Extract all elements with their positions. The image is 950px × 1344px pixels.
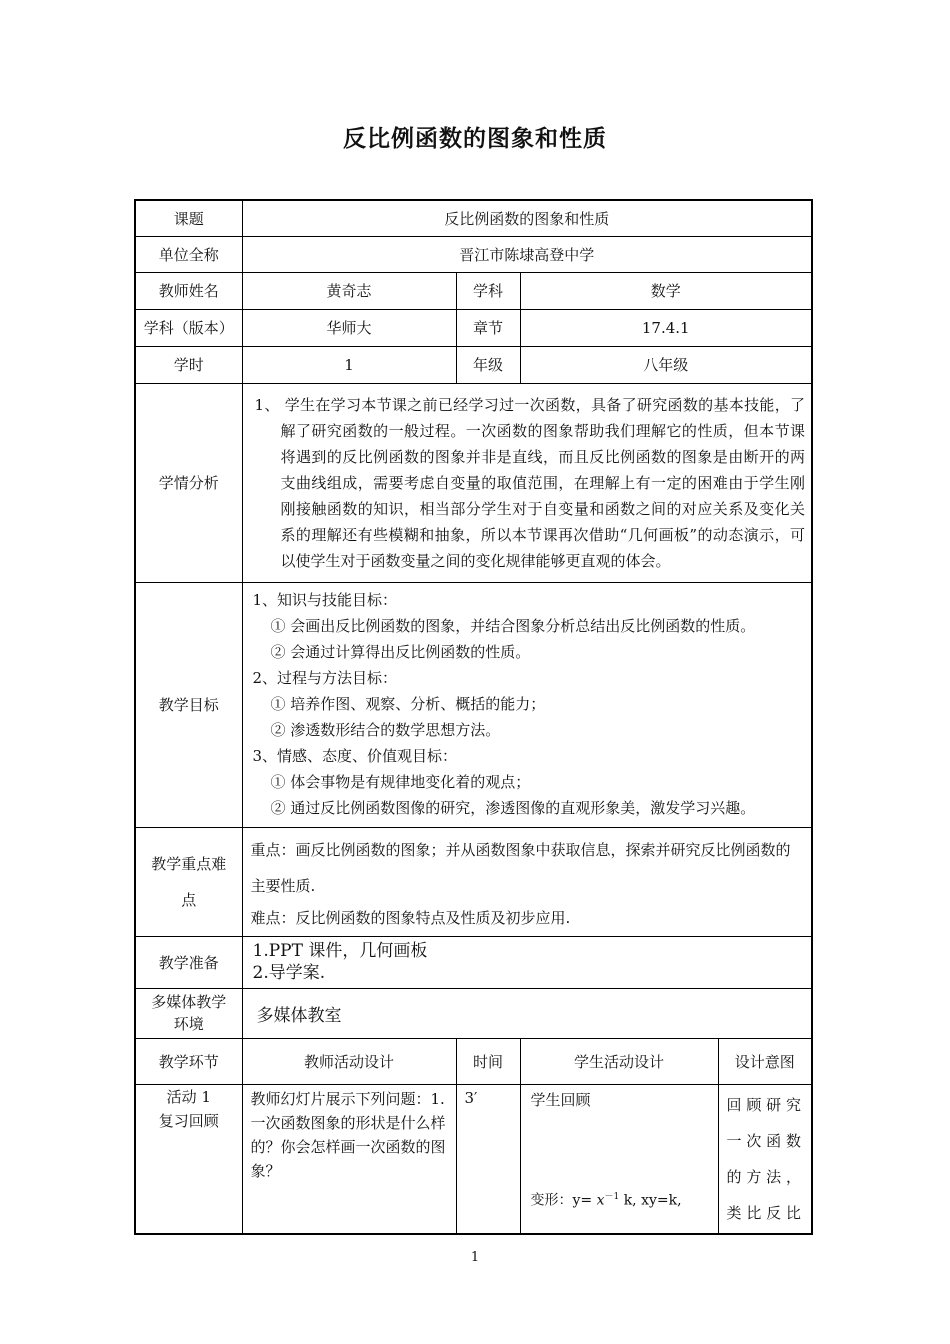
activity1-stage-cell xyxy=(135,1084,242,1234)
media-label-line2: 环境 xyxy=(173,1015,204,1033)
formula-exponent: －1 xyxy=(604,1191,620,1202)
keypoints-label-cell xyxy=(135,827,242,936)
hours-label: 学时 xyxy=(135,346,242,383)
page-title: 反比例函数的图象和性质 xyxy=(343,126,607,152)
row-prep xyxy=(135,936,812,988)
row-analysis xyxy=(135,383,812,582)
subject-label: 学科 xyxy=(456,272,520,309)
grade-value: 八年级 xyxy=(520,346,812,383)
header-intent: 设计意图 xyxy=(718,1038,812,1084)
grade-label: 年级 xyxy=(456,346,520,383)
formula-y: y= xyxy=(572,1192,593,1209)
topic-label: 课题 xyxy=(135,200,242,236)
keypoints-label-line1: 教学重点难 xyxy=(151,854,227,873)
edition-label: 学科（版本） xyxy=(135,309,242,346)
edition-value: 华师大 xyxy=(242,309,456,346)
activity1-student-cell xyxy=(520,1084,718,1234)
subject-value: 数学 xyxy=(520,272,812,309)
formula-rest: k, xy=k, xyxy=(623,1192,682,1209)
analysis-cell xyxy=(242,383,812,582)
key-point-text: 重点：画反比例函数的图象；并从函数图象中获取信息，探索并研究反比例函数的主要性质. xyxy=(250,840,791,895)
activity1-stage-line2: 复习回顾 xyxy=(158,1111,219,1130)
keypoints-label-line2: 点 xyxy=(181,890,197,909)
media-label-line1: 多媒体教学 xyxy=(151,993,227,1011)
row-activity1 xyxy=(135,1084,812,1234)
row-media xyxy=(135,988,812,1038)
row-unit xyxy=(135,236,812,272)
goal-line: 3、情感、态度、价值观目标： xyxy=(252,746,458,765)
chapter-value: 17.4.1 xyxy=(520,309,812,346)
keypoints-cell xyxy=(242,827,812,936)
formula-prefix: 变形： xyxy=(530,1192,573,1209)
unit-label: 单位全称 xyxy=(135,236,242,272)
difficult-point-text: 难点：反比例函数的图象特点及性质及初步应用. xyxy=(250,908,571,927)
goal-line: ① 培养作图、观察、分析、概括的能力； xyxy=(270,694,546,713)
goal-line: 2、过程与方法目标： xyxy=(252,668,398,687)
activity1-time: 3′ xyxy=(456,1084,520,1234)
teacher-value: 黄奇志 xyxy=(242,272,456,309)
activity1-stage-line1: 活动 1 xyxy=(166,1087,211,1106)
activity1-formula xyxy=(531,1189,682,1210)
header-time: 时间 xyxy=(456,1038,520,1084)
activity1-intent: 回顾研究一次函数的方法，类比反比 xyxy=(718,1084,812,1234)
row-goals xyxy=(135,582,812,827)
prep-label: 教学准备 xyxy=(135,936,242,988)
goal-line: ② 通过反比例函数图像的研究，渗透图像的直观形象美，激发学习兴趣。 xyxy=(270,798,756,817)
prep-cell xyxy=(242,936,812,988)
row-edition xyxy=(135,309,812,346)
media-value: 多媒体教室 xyxy=(242,988,812,1038)
row-hours xyxy=(135,346,812,383)
row-topic xyxy=(135,200,812,236)
topic-value: 反比例函数的图象和性质 xyxy=(242,200,812,236)
prep-line2: 2.导学案. xyxy=(252,963,326,983)
teacher-label: 教师姓名 xyxy=(135,272,242,309)
goal-line: ② 会通过计算得出反比例函数的性质。 xyxy=(270,642,531,661)
goals-cell xyxy=(242,582,812,827)
goal-line: ① 会画出反比例函数的图象，并结合图象分析总结出反比例函数的性质。 xyxy=(270,616,756,635)
goal-line: ② 渗透数形结合的数学思想方法。 xyxy=(270,720,501,739)
page-number: 1 xyxy=(470,1250,480,1265)
chapter-label: 章节 xyxy=(456,309,520,346)
analysis-text: 1、 学生在学习本节课之前已经学习过一次函数，具备了研究函数的基本技能，了解了研究函数的一般过程。一次函数的图象帮助我们理解它的性质，但本节课将遇到的反比例函数的图象并非是直线，而且反比例函数的图象是由断开的两支曲线组成，需要考虑自变量的取值范围，在理解上有一定的困难由于学生刚刚接触函数的知识，相当部分学生对于自变量和函数之间的对应关系及变化关系的理解还有些模糊和抽象，所以本节课再次借助“几何画板”的动态演示，可以使学生对于函数变量之间的变化规律能够更直观的体会。 xyxy=(254,395,806,570)
hours-value: 1 xyxy=(242,346,456,383)
goals-label: 教学目标 xyxy=(135,582,242,827)
media-label-cell xyxy=(135,988,242,1038)
header-stage: 教学环节 xyxy=(135,1038,242,1084)
formula-x: x xyxy=(596,1192,605,1209)
activity1-teacher-text: 教师幻灯片展示下列问题：1. 一次函数图象的形状是什么样的？你会怎样画一次函数的图象？ xyxy=(242,1084,456,1234)
header-student: 学生活动设计 xyxy=(520,1038,718,1084)
analysis-label: 学情分析 xyxy=(135,383,242,582)
goal-line: ① 体会事物是有规律地变化着的观点； xyxy=(270,772,531,791)
row-process-headers xyxy=(135,1038,812,1084)
row-keypoints xyxy=(135,827,812,936)
header-teacher: 教师活动设计 xyxy=(242,1038,456,1084)
lesson-plan-table xyxy=(134,199,813,1235)
prep-line1: 1.PPT 课件，几何画板 xyxy=(252,941,428,961)
goal-line: 1、知识与技能目标： xyxy=(252,590,398,609)
activity1-student-text: 学生回顾 xyxy=(530,1090,591,1109)
unit-value: 晋江市陈埭高登中学 xyxy=(242,236,812,272)
row-teacher xyxy=(135,272,812,309)
